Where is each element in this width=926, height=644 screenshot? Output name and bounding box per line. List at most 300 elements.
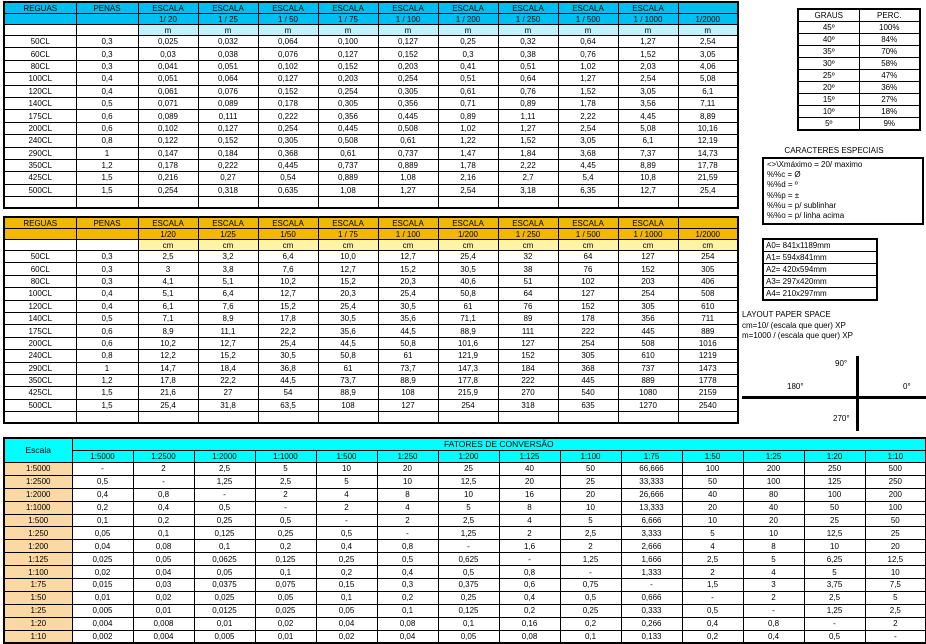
centimeters-value-cell: 508 [618, 337, 678, 349]
graus-row [798, 22, 920, 34]
meters-pena-cell: 0,6 [76, 122, 138, 134]
meters-value-cell: 1,52 [498, 135, 558, 147]
meters-regua-cell: 200CL [4, 122, 76, 134]
meters-pena-cell: 0,4 [76, 73, 138, 85]
centimeters-value-cell: 121,9 [438, 350, 498, 362]
conversion-column-header: 1:2500 [133, 451, 194, 463]
reguas-penas-centimeters-panel [3, 216, 737, 424]
conversion-value-cell: 0,004 [133, 630, 194, 643]
meters-value-cell: 7,37 [618, 147, 678, 159]
graus-degree-cell: 45º [798, 22, 859, 34]
centimeters-header-cell: ESCALA [558, 217, 618, 229]
centimeters-row [4, 399, 738, 411]
conversion-value-cell: 25 [804, 514, 865, 527]
conversion-column-header: 1:200 [438, 451, 499, 463]
meters-value-cell: 0,127 [258, 73, 318, 85]
centimeters-value-cell: 44,5 [378, 325, 438, 337]
meters-value-cell: 3,05 [558, 135, 618, 147]
centimeters-regua-cell: 50CL [4, 251, 76, 263]
meters-row [4, 147, 738, 159]
horizontal-axis-line [742, 396, 926, 399]
conversion-value-cell: 10 [377, 475, 438, 488]
centimeters-spacer-cell [138, 412, 198, 424]
graus-row [798, 70, 920, 82]
meters-regua-cell: 100CL [4, 73, 76, 85]
centimeters-value-cell: 12,7 [198, 337, 258, 349]
meters-regua-cell: 240CL [4, 135, 76, 147]
conversion-value-cell: 0,025 [255, 604, 316, 617]
conversion-value-cell: 2,5 [804, 591, 865, 604]
centimeters-unit-cell [4, 240, 76, 251]
paper-format-cell: A4= 210x297mm [763, 288, 877, 301]
conversion-value-cell: 0,04 [72, 540, 133, 553]
meters-value-cell: 0,152 [198, 135, 258, 147]
meters-value-cell: 0,064 [198, 73, 258, 85]
centimeters-value-cell: 15,2 [258, 300, 318, 312]
conversion-value-cell: 0,005 [72, 604, 133, 617]
graus-degree-cell: 30º [798, 58, 859, 70]
centimeters-value-cell: 889 [678, 325, 738, 337]
meters-value-cell: 0,27 [198, 172, 258, 184]
conversion-value-cell: - [560, 566, 621, 579]
centimeters-value-cell: 20,3 [378, 275, 438, 287]
meters-row [4, 73, 738, 85]
centimeters-value-cell: 215,9 [438, 387, 498, 399]
conversion-value-cell: 4 [682, 540, 743, 553]
meters-row [4, 48, 738, 60]
meters-header-cell: ESCALA [378, 2, 438, 14]
centimeters-value-cell: 3,8 [198, 263, 258, 275]
caracter-especial-line: %%p = ± [767, 190, 800, 200]
meters-value-cell: 0,203 [378, 60, 438, 72]
conversion-value-cell: - [804, 617, 865, 630]
meters-value-cell: 0,76 [498, 85, 558, 97]
meters-value-cell: 1,52 [618, 48, 678, 60]
conversion-value-cell: 0,05 [72, 527, 133, 540]
meters-value-cell: 3,05 [618, 85, 678, 97]
meters-value-cell: 0,254 [318, 85, 378, 97]
centimeters-spacer-cell [378, 412, 438, 424]
centimeters-spacer-cell [318, 412, 378, 424]
conversion-value-cell: 8 [499, 501, 560, 514]
conversion-value-cell: 500 [865, 463, 926, 476]
centimeters-pena-cell: 0,8 [76, 350, 138, 362]
conversion-row [4, 488, 926, 501]
conversion-value-cell: 1,25 [560, 553, 621, 566]
layout-paper-space-title: LAYOUT PAPER SPACE [742, 310, 831, 319]
centimeters-scale-cell: 1/200 [438, 229, 498, 240]
meters-spacer-cell [378, 197, 438, 209]
meters-header-cell: ESCALA [138, 2, 198, 14]
conversion-factors-table [3, 437, 926, 644]
conversion-value-cell: 0,05 [255, 591, 316, 604]
conversion-value-cell: - [194, 488, 255, 501]
centimeters-value-cell: 22,2 [258, 325, 318, 337]
conversion-value-cell: 100 [743, 475, 804, 488]
meters-value-cell: 0,127 [318, 48, 378, 60]
conversion-value-cell: 0,333 [621, 604, 682, 617]
centimeters-unit-cell: cm [258, 240, 318, 251]
centimeters-value-cell: 21,6 [138, 387, 198, 399]
centimeters-regua-cell: 120CL [4, 300, 76, 312]
meters-value-cell: 0,127 [378, 36, 438, 48]
conversion-value-cell: 0,8 [133, 488, 194, 501]
centimeters-spacer-row [4, 412, 738, 424]
centimeters-value-cell: 17,8 [138, 374, 198, 386]
meters-value-cell: 0,71 [438, 97, 498, 109]
centimeters-value-cell: 203 [618, 275, 678, 287]
meters-scale-cell: 1 / 100 [378, 14, 438, 25]
centimeters-row [4, 387, 738, 399]
graus-percent-cell: 58% [859, 58, 920, 70]
centimeters-value-cell: 20,3 [318, 288, 378, 300]
meters-value-cell: 10,8 [618, 172, 678, 184]
centimeters-value-cell: 127 [618, 251, 678, 263]
meters-value-cell: 0,147 [138, 147, 198, 159]
conversion-row-header: 1:250 [4, 527, 72, 540]
conversion-value-cell: 0,025 [72, 553, 133, 566]
centimeters-scale-cell [4, 229, 76, 240]
conversion-row-header: 1:25 [4, 604, 72, 617]
centimeters-regua-cell: 500CL [4, 399, 76, 411]
graus-row [798, 118, 920, 131]
centimeters-pena-cell: 0,6 [76, 337, 138, 349]
meters-value-cell: 0,254 [378, 73, 438, 85]
meters-row [4, 36, 738, 48]
centimeters-spacer-cell [4, 412, 76, 424]
centimeters-value-cell: 406 [678, 275, 738, 287]
centimeters-value-cell: 7,6 [258, 263, 318, 275]
meters-regua-cell: 60CL [4, 48, 76, 60]
conversion-value-cell: 0,01 [133, 604, 194, 617]
paper-format-row [763, 264, 877, 276]
meters-value-cell: 4,06 [678, 60, 738, 72]
centimeters-value-cell: 30,5 [258, 350, 318, 362]
conversion-value-cell: 5 [560, 514, 621, 527]
centimeters-value-cell: 152 [618, 263, 678, 275]
centimeters-value-cell: 61 [378, 350, 438, 362]
meters-value-cell: 0,076 [258, 48, 318, 60]
angle-reference-diagram [742, 356, 926, 431]
conversion-row [4, 591, 926, 604]
paper-format-row [763, 288, 877, 301]
conversion-value-cell: 20 [682, 501, 743, 514]
meters-spacer-cell [258, 197, 318, 209]
meters-spacer-cell [438, 197, 498, 209]
conversion-value-cell: 20 [743, 514, 804, 527]
conversion-row-header: 1:2000 [4, 488, 72, 501]
conversion-value-cell: - [621, 579, 682, 592]
meters-value-cell: 0,25 [438, 36, 498, 48]
centimeters-value-cell: 356 [618, 312, 678, 324]
meters-regua-cell: 80CL [4, 60, 76, 72]
centimeters-value-cell: 108 [378, 387, 438, 399]
meters-value-cell: 0,061 [138, 85, 198, 97]
centimeters-pena-cell: 0,3 [76, 251, 138, 263]
meters-value-cell: 3,68 [558, 147, 618, 159]
centimeters-value-cell: 17,8 [258, 312, 318, 324]
conversion-value-cell: 5 [682, 527, 743, 540]
centimeters-unit-cell: cm [558, 240, 618, 251]
meters-scale-cell: 1 / 75 [318, 14, 378, 25]
meters-regua-cell: 350CL [4, 159, 76, 171]
graus-degree-cell: 25º [798, 70, 859, 82]
conversion-value-cell: 4 [316, 488, 377, 501]
centimeters-value-cell: 12,7 [318, 263, 378, 275]
graus-body [798, 22, 920, 131]
centimeters-unit-cell [76, 240, 138, 251]
meters-value-cell: 0,100 [318, 36, 378, 48]
meters-value-cell: 0,3 [438, 48, 498, 60]
meters-value-cell: 6,1 [618, 135, 678, 147]
meters-scale-cell: 1 / 1000 [618, 14, 678, 25]
conversion-row-header: 1:100 [4, 566, 72, 579]
graus-perc-panel [797, 8, 921, 131]
meters-value-cell: 0,254 [138, 184, 198, 196]
meters-value-cell: 0,152 [378, 48, 438, 60]
conversion-row-header: 1:2500 [4, 475, 72, 488]
centimeters-value-cell: 12,7 [258, 288, 318, 300]
meters-value-cell: 1,52 [558, 85, 618, 97]
meters-value-cell: 0,356 [378, 97, 438, 109]
centimeters-unit-cell: cm [318, 240, 378, 251]
meters-value-cell: 10,16 [678, 122, 738, 134]
graus-degree-cell: 10º [798, 106, 859, 118]
meters-pena-cell: 0,8 [76, 135, 138, 147]
meters-value-cell: 0,356 [318, 110, 378, 122]
meters-value-cell: 1,02 [558, 60, 618, 72]
conversion-value-cell: 0,4 [682, 617, 743, 630]
conversion-value-cell: 0,02 [133, 591, 194, 604]
conversion-value-cell: 0,4 [499, 591, 560, 604]
conversion-row [4, 540, 926, 553]
conversion-value-cell: 0,5 [194, 501, 255, 514]
graus-percent-cell: 9% [859, 118, 920, 131]
centimeters-value-cell: 1080 [618, 387, 678, 399]
conversion-value-cell: 40 [743, 501, 804, 514]
centimeters-value-cell: 50,8 [438, 288, 498, 300]
centimeters-scale-cell: 1 / 250 [498, 229, 558, 240]
meters-value-cell: 0,032 [198, 36, 258, 48]
meters-spacer-cell [678, 197, 738, 209]
graus-header-row [798, 9, 920, 22]
centimeters-value-cell: 63,5 [258, 399, 318, 411]
paper-format-row [763, 239, 877, 252]
meters-regua-cell: 425CL [4, 172, 76, 184]
meters-header-cell: ESCALA [618, 2, 678, 14]
graus-percent-cell: 18% [859, 106, 920, 118]
centimeters-value-cell: 12,2 [138, 350, 198, 362]
conversion-value-cell: 25 [865, 527, 926, 540]
conversion-value-cell: 1,666 [621, 553, 682, 566]
meters-value-cell: 6,35 [558, 184, 618, 196]
caracter-especial-line: %%c = Ø [767, 170, 801, 180]
paper-format-row [763, 276, 877, 288]
conversion-column-header: 1:75 [621, 451, 682, 463]
conversion-value-cell: 0,25 [438, 591, 499, 604]
meters-regua-cell: 140CL [4, 97, 76, 109]
centimeters-value-cell: 30,5 [378, 300, 438, 312]
meters-row [4, 122, 738, 134]
meters-value-cell: 0,178 [138, 159, 198, 171]
graus-row [798, 58, 920, 70]
meters-value-cell: 2,54 [618, 73, 678, 85]
centimeters-value-cell: 25,4 [138, 399, 198, 411]
caracter-especial-line: %%o = p/ linha acima [767, 211, 845, 221]
conversion-value-cell: 10 [438, 488, 499, 501]
paper-format-cell: A3= 297x420mm [763, 276, 877, 288]
meters-value-cell: 0,089 [198, 97, 258, 109]
conversion-value-cell: 10 [682, 514, 743, 527]
conversion-value-cell: 0,2 [72, 501, 133, 514]
meters-value-cell: 0,076 [198, 85, 258, 97]
conversion-value-cell: - [682, 591, 743, 604]
conversion-value-cell: 0,025 [194, 591, 255, 604]
centimeters-value-cell: 445 [618, 325, 678, 337]
centimeters-value-cell: 254 [678, 251, 738, 263]
centimeters-value-cell: 22,2 [198, 374, 258, 386]
conversion-value-cell: - [438, 540, 499, 553]
conversion-value-cell: 0,8 [743, 617, 804, 630]
meters-pena-cell: 1,5 [76, 172, 138, 184]
centimeters-value-cell: 4,1 [138, 275, 198, 287]
conversion-value-cell: 0,2 [499, 604, 560, 617]
meters-value-cell: 0,32 [498, 36, 558, 48]
conversion-value-cell: 0,05 [194, 566, 255, 579]
centimeters-value-cell: 2159 [678, 387, 738, 399]
conversion-value-cell: 0,6 [499, 579, 560, 592]
centimeters-unit-cell: cm [198, 240, 258, 251]
meters-unit-cell: m [558, 25, 618, 36]
centimeters-value-cell: 44,5 [318, 337, 378, 349]
meters-scale-row [4, 14, 738, 25]
centimeters-value-cell: 2,5 [138, 251, 198, 263]
centimeters-header-cell: ESCALA [138, 217, 198, 229]
graus-percent-cell: 100% [859, 22, 920, 34]
conversion-value-cell: 0,015 [72, 579, 133, 592]
conversion-row [4, 501, 926, 514]
conversion-value-cell: 0,0125 [194, 604, 255, 617]
meters-unit-cell: m [138, 25, 198, 36]
conversion-value-cell: 0,8 [377, 540, 438, 553]
conversion-value-cell: 0,05 [438, 630, 499, 643]
centimeters-unit-cell: cm [138, 240, 198, 251]
graus-row [798, 106, 920, 118]
conversion-column-header: 1:50 [682, 451, 743, 463]
centimeters-scale-cell: 1/20 [138, 229, 198, 240]
centimeters-value-cell: 111 [498, 325, 558, 337]
centimeters-value-cell: 305 [678, 263, 738, 275]
meters-value-cell: 7,11 [678, 97, 738, 109]
meters-value-cell: 0,635 [258, 184, 318, 196]
conversion-row [4, 553, 926, 566]
conversion-column-header: 1:250 [377, 451, 438, 463]
conversion-value-cell: 2,666 [621, 540, 682, 553]
centimeters-row [4, 251, 738, 263]
meters-row [4, 172, 738, 184]
meters-value-cell: 0,445 [378, 110, 438, 122]
meters-value-cell: 0,64 [498, 73, 558, 85]
conversion-value-cell: 10 [743, 527, 804, 540]
meters-value-cell: 0,889 [378, 159, 438, 171]
centimeters-value-cell: 737 [618, 362, 678, 374]
layout-paper-space-panel [742, 310, 926, 342]
meters-value-cell: 0,102 [138, 122, 198, 134]
conversion-value-cell: 0,2 [560, 617, 621, 630]
meters-value-cell: 1,27 [558, 73, 618, 85]
centimeters-regua-cell: 60CL [4, 263, 76, 275]
conversion-value-cell: 2 [743, 591, 804, 604]
centimeters-body [4, 251, 738, 412]
conversion-value-cell: 2 [377, 514, 438, 527]
meters-value-cell: 0,508 [378, 122, 438, 134]
centimeters-value-cell: 540 [558, 387, 618, 399]
graus-degree-cell: 40º [798, 34, 859, 46]
meters-value-cell: 2,54 [558, 122, 618, 134]
conversion-value-cell: 2,5 [560, 527, 621, 540]
centimeters-spacer-cell [498, 412, 558, 424]
meters-row [4, 97, 738, 109]
meters-unit-cell: m [678, 25, 738, 36]
paper-format-row [763, 252, 877, 264]
conversion-title: FATORES DE CONVERSÃO [72, 438, 926, 451]
conversion-value-cell: 10 [804, 540, 865, 553]
centimeters-value-cell: 102 [558, 275, 618, 287]
meters-value-cell: 5,08 [678, 73, 738, 85]
meters-value-cell: 0,318 [198, 184, 258, 196]
conversion-value-cell: 6,25 [804, 553, 865, 566]
conversion-value-cell: 13,333 [621, 501, 682, 514]
conversion-value-cell: 3,333 [621, 527, 682, 540]
meters-value-cell: 1,84 [498, 147, 558, 159]
conversion-value-cell: - [865, 630, 926, 643]
centimeters-row [4, 312, 738, 324]
meters-value-cell: 8,89 [618, 159, 678, 171]
conversion-column-header: 1:100 [560, 451, 621, 463]
centimeters-value-cell: 32 [498, 251, 558, 263]
paper-format-cell: A1= 594x841mm [763, 252, 877, 264]
conversion-value-cell: 0,1 [133, 527, 194, 540]
centimeters-value-cell: 8,9 [198, 312, 258, 324]
centimeters-pena-cell: 0,3 [76, 263, 138, 275]
meters-value-cell: 4,45 [618, 110, 678, 122]
centimeters-spacer-cell [438, 412, 498, 424]
meters-value-cell: 0,03 [138, 48, 198, 60]
caracteres-especiais-title: CARACTERES ESPECIAIS [784, 146, 884, 155]
conversion-value-cell: 5 [316, 475, 377, 488]
meters-pena-cell: 1,2 [76, 159, 138, 171]
meters-scale-cell: 1 / 500 [558, 14, 618, 25]
conversion-value-cell: 0,2 [133, 514, 194, 527]
centimeters-value-cell: 40,6 [438, 275, 498, 287]
meters-value-cell: 0,071 [138, 97, 198, 109]
meters-value-cell: 0,737 [378, 147, 438, 159]
conversion-column-header: 1:5000 [72, 451, 133, 463]
centimeters-pena-cell: 1,5 [76, 387, 138, 399]
conversion-value-cell: 4 [743, 566, 804, 579]
conversion-column-header: 1:25 [743, 451, 804, 463]
meters-value-cell: 0,051 [198, 60, 258, 72]
meters-scale-cell: 1/2000 [678, 14, 738, 25]
meters-value-cell: 2,22 [498, 159, 558, 171]
meters-header-cell: ESCALA [198, 2, 258, 14]
centimeters-value-cell: 127 [378, 399, 438, 411]
conversion-value-cell: 100 [682, 463, 743, 476]
meters-value-cell: 3,05 [678, 48, 738, 60]
centimeters-value-cell: 7,1 [138, 312, 198, 324]
centimeters-scale-row [4, 229, 738, 240]
meters-header-cell: ESCALA [498, 2, 558, 14]
